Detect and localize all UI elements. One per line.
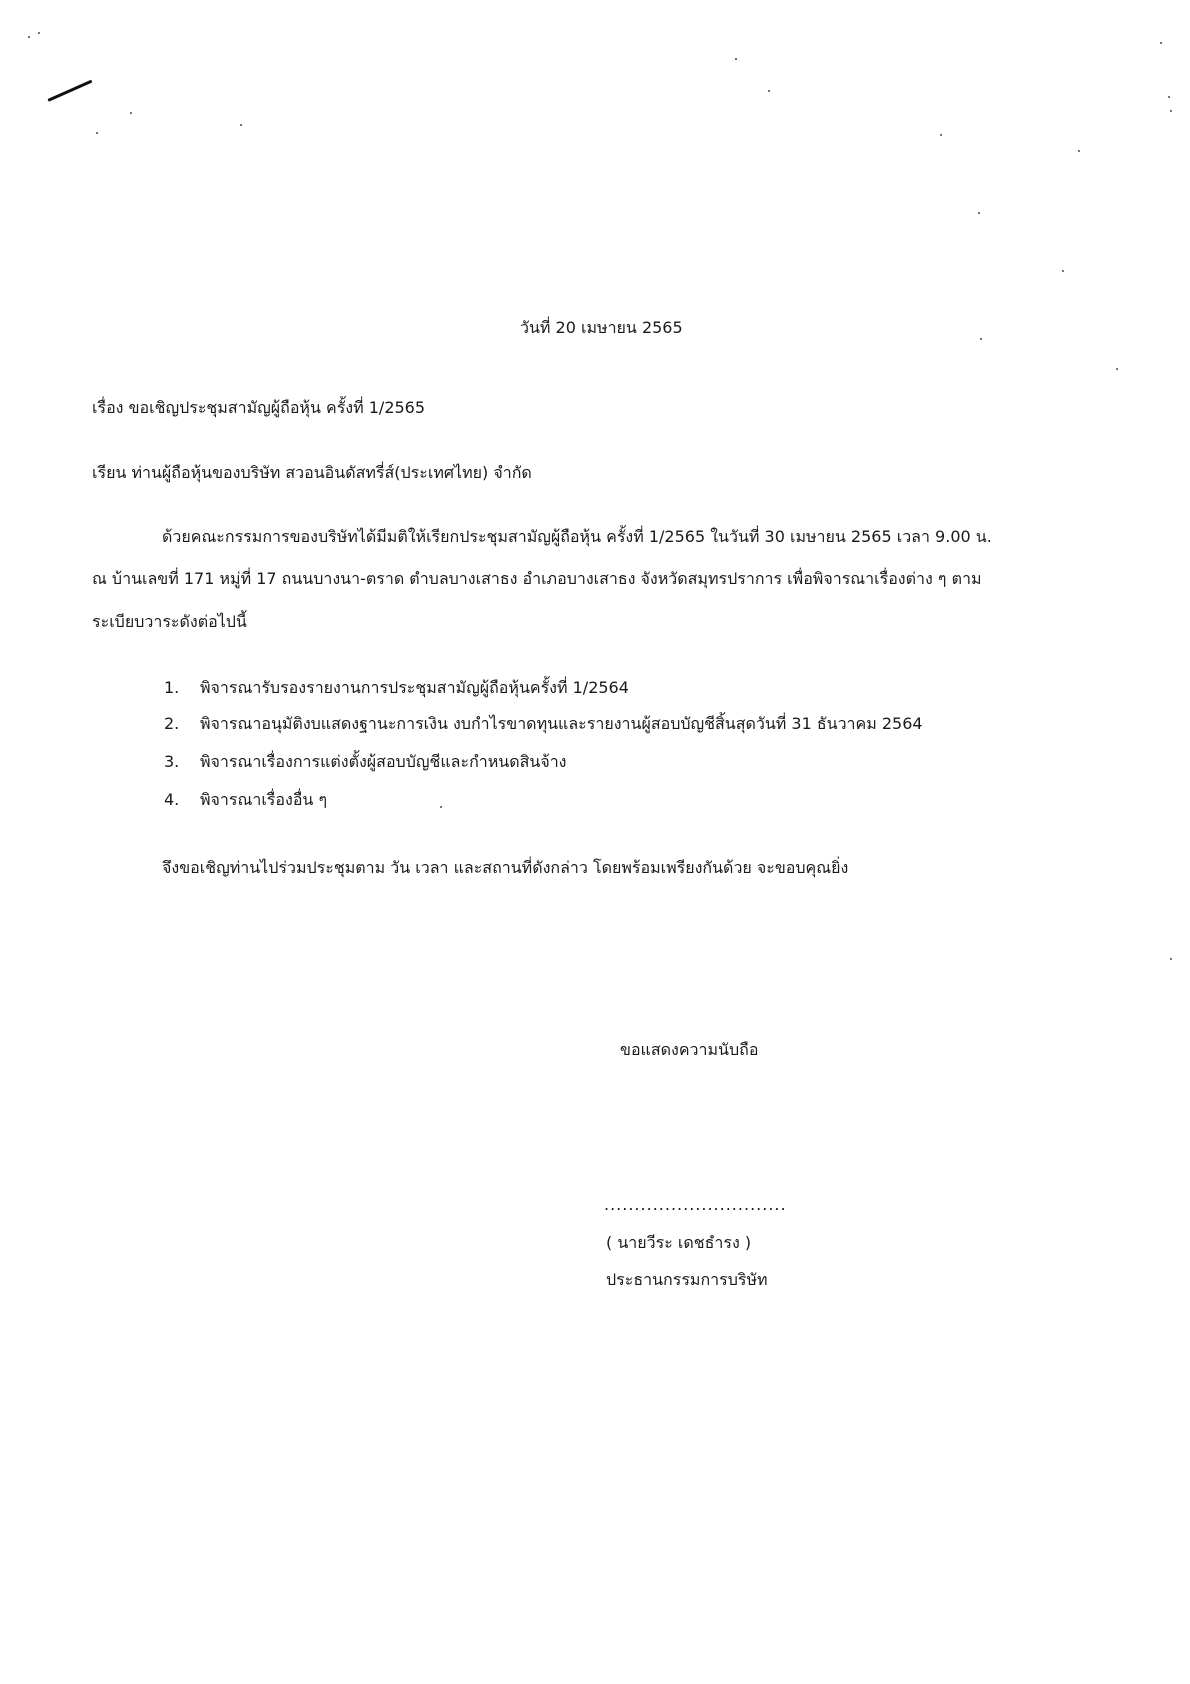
scan-speck [130,112,132,114]
scan-speck [1116,368,1118,370]
scan-speck [1170,958,1172,960]
agenda-item-number: 2. [164,714,180,733]
scan-pen-stroke [47,80,92,102]
letter-closing: จึงขอเชิญท่านไปร่วมประชุมตาม วัน เวลา และสถานที่ดังกล่าว โดยพร้อมเพรียงกันด้วย จะขอบคุณยิ่ง [162,858,849,877]
body-line: ณ บ้านเลขที่ 171 หมู่ที่ 17 ถนนบางนา-ตราด ตำบลบางเสาธง อำเภอบางเสาธง จังหวัดสมุทรปราการ เพื่อพิจารณาเรื่องต่าง ๆ ตาม [92,569,982,588]
scan-speck [1168,96,1170,98]
agenda-item-text: พิจารณารับรองรายงานการประชุมสามัญผู้ถือหุ้นครั้งที่ 1/2564 [200,678,629,697]
scan-speck [978,212,980,214]
agenda-item-number: 4. [164,790,180,809]
scan-speck [940,134,942,136]
agenda-item-text: พิจารณาอนุมัติงบแสดงฐานะการเงิน งบกำไรขาดทุนและรายงานผู้สอบบัญชีสิ้นสุดวันที่ 31 ธันวาคม 2564 [200,714,923,733]
signature-line: .............................. [604,1195,787,1214]
scan-speck [768,90,770,92]
agenda-item-number: 3. [164,752,180,771]
letter-recipient: เรียน ท่านผู้ถือหุ้นของบริษัท สวอนอินดัสทรี่ส์(ประเทศไทย) จำกัด [92,463,532,482]
scan-speck [440,806,442,808]
agenda-item-text: พิจารณาเรื่องการแต่งตั้งผู้สอบบัญชีและกำหนดสินจ้าง [200,752,567,771]
scan-speck [1062,270,1064,272]
scan-speck [735,58,737,60]
signer-title: ประธานกรรมการบริษัท [606,1270,768,1289]
letter-regards: ขอแสดงความนับถือ [620,1040,759,1059]
scan-speck [38,32,40,34]
agenda-item-number: 1. [164,678,180,697]
scan-speck [1160,42,1162,44]
body-line: ระเบียบวาระดังต่อไปนี้ [92,612,247,631]
body-line: ด้วยคณะกรรมการของบริษัทได้มีมติให้เรียกประชุมสามัญผู้ถือหุ้น ครั้งที่ 1/2565 ในวันที่ 30 เมษายน 2565 เวลา 9.00 น. [162,527,992,546]
letter-date: วันที่ 20 เมษายน 2565 [520,318,683,337]
scan-speck [28,36,30,38]
letter-subject: เรื่อง ขอเชิญประชุมสามัญผู้ถือหุ้น ครั้งที่ 1/2565 [92,398,426,417]
scan-speck [1078,150,1080,152]
scan-speck [240,124,242,126]
signer-name: ( นายวีระ เดชธำรง ) [606,1233,752,1252]
agenda-item-text: พิจารณาเรื่องอื่น ๆ [200,790,328,809]
scan-speck [96,132,98,134]
scan-speck [980,338,982,340]
scan-speck [1170,110,1172,112]
